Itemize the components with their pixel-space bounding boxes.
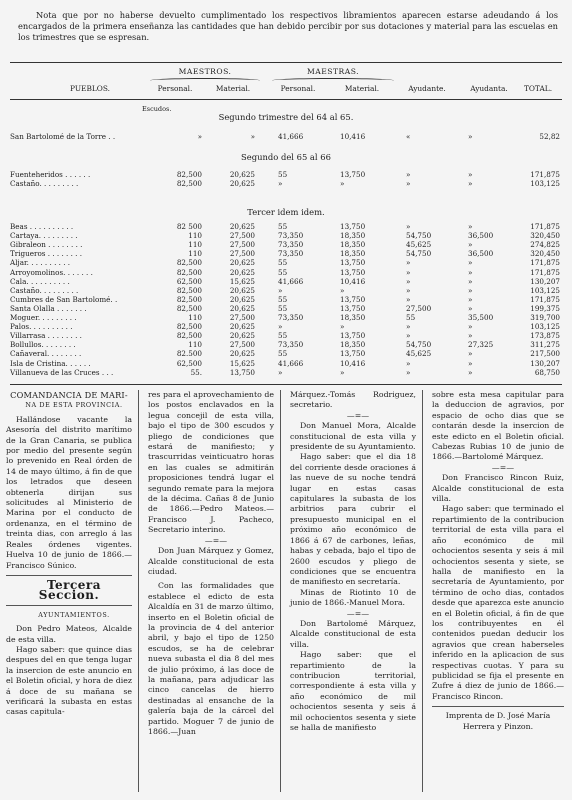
table-row bbox=[10, 349, 562, 358]
amount-cell: » bbox=[278, 285, 283, 295]
amount-cell: » bbox=[340, 179, 345, 189]
separator: —=— bbox=[491, 462, 515, 472]
amount-cell: 15,625 bbox=[229, 276, 255, 286]
amount-cell: 130,207 bbox=[530, 358, 560, 368]
amount-cell: 171,875 bbox=[530, 222, 560, 231]
amount-cell: 82,500 bbox=[176, 258, 202, 268]
maestros-brace bbox=[150, 78, 260, 83]
amount-cell: » bbox=[468, 303, 473, 313]
amount-cell: 13,750 bbox=[340, 303, 366, 313]
town-name: Castaño. . . . . . . . . bbox=[10, 285, 79, 295]
town-name: Moguer. . . . . . . . . bbox=[10, 313, 77, 322]
amount-cell: » bbox=[468, 349, 473, 359]
amount-cell: » bbox=[406, 285, 411, 295]
amount-cell: 110 bbox=[188, 313, 202, 322]
table-row bbox=[10, 249, 562, 258]
amount-cell: 82,500 bbox=[176, 170, 202, 179]
col-head-personal: Personal. bbox=[157, 84, 193, 93]
amount-cell: 130,207 bbox=[530, 276, 560, 286]
amount-cell: » bbox=[406, 258, 411, 268]
amount-cell: » bbox=[406, 276, 411, 286]
amount-cell: 82,500 bbox=[176, 322, 202, 332]
amount-cell: 54,750 bbox=[406, 340, 432, 350]
table-row bbox=[10, 340, 562, 349]
amount-cell: » bbox=[468, 276, 473, 286]
notice-cabezas-title: Don Bartolomé Márquez, Alcalde constitucional de esta villa. bbox=[290, 618, 416, 649]
amount-cell: 217,500 bbox=[530, 349, 560, 359]
amount-cell: » bbox=[340, 285, 345, 295]
amount-cell: » bbox=[406, 367, 411, 377]
amount-cell: 54,750 bbox=[406, 249, 432, 259]
section-heading-1: Segundo trimestre del 64 al 65. bbox=[218, 112, 354, 122]
amount-cell: 171,875 bbox=[530, 267, 560, 277]
amount-cell: 73,350 bbox=[278, 231, 304, 241]
col-head-personal-2: Personal. bbox=[280, 84, 316, 93]
table-row bbox=[10, 295, 562, 304]
group-head-maestros bbox=[150, 67, 260, 83]
amount-cell: 73,350 bbox=[278, 313, 304, 322]
table-row bbox=[10, 277, 562, 286]
amount-cell: 10,416 bbox=[340, 132, 366, 141]
amount-cell: » bbox=[278, 179, 283, 189]
notice-moguer-title: Don Juan Márquez y Gomez, Alcalde constitucional de esta ciudad. bbox=[148, 546, 274, 576]
town-name: Cala. . . . . . . . . . bbox=[10, 276, 70, 286]
amount-cell: 27,500 bbox=[229, 313, 255, 322]
amount-cell: 20,625 bbox=[229, 285, 255, 295]
amount-cell: 311,275 bbox=[530, 340, 560, 350]
amount-cell: 82.500 bbox=[176, 349, 202, 359]
notice-zufre-body: Hago saber: que terminado el repartimiento de la contribucion territorial de esta villa para el año económico de mil ochocientos sesenta y seis á mil ochocientos sesenta y siete, se halla de manifiesto en la secretaría de Ayuntamiento, por término de ocho dias, contados desde que aparezca este anuncio en el Boletin oficial, á fin de que los contribuyentes en él contenidos puedan deducir los agravios que crean haberseles inferido en la aplicacion de sus respectivas cuotas. Y para su publicidad se fija el presente en Zufre á diez de junio de 1866.—Francisco Rincon. bbox=[432, 504, 564, 701]
table-bottom-rule bbox=[10, 384, 562, 385]
town-name: Cañaveral. . . . . . . . bbox=[10, 349, 82, 359]
amount-cell: » bbox=[468, 331, 473, 341]
amount-cell: » bbox=[468, 358, 473, 368]
amount-cell: 199,375 bbox=[530, 303, 560, 313]
amount-cell: » bbox=[278, 367, 283, 377]
separator: —=— bbox=[346, 608, 370, 618]
separator: —=— bbox=[204, 535, 228, 545]
notice-cabezas-cont: sobre esta mesa capitular para la deduccion de agravios, por espacio de ocho dias que se contarán desde la insercion de este edicto en el Boletin oficial. Cabezas Rubias 10 de junio de 1866.—Bartolomé Márquez. bbox=[432, 390, 564, 462]
amount-cell: 20,625 bbox=[229, 267, 255, 277]
amount-cell: 103,125 bbox=[530, 322, 560, 332]
amount-cell: » bbox=[406, 222, 411, 231]
amount-cell: » bbox=[197, 132, 202, 141]
amount-cell: » bbox=[468, 222, 473, 231]
amount-cell: 13,750 bbox=[340, 222, 366, 231]
amount-cell: 171,875 bbox=[530, 170, 560, 179]
amount-cell: 55 bbox=[278, 258, 288, 268]
town-name: Fuenteheridos . . . . . . bbox=[10, 170, 91, 179]
amount-cell: 171,875 bbox=[530, 294, 560, 304]
amount-cell: 68,750 bbox=[534, 367, 560, 377]
amount-cell: » bbox=[340, 322, 345, 332]
amount-cell: 110 bbox=[188, 231, 202, 241]
amount-cell: » bbox=[406, 267, 411, 277]
amount-cell: 18,350 bbox=[340, 313, 366, 322]
amount-cell: 13,750 bbox=[340, 331, 366, 341]
comandancia-notice: Hallándose vacante la Asesoría del distrito marítimo de la Gran Canaria, se publica por medio del presente según lo prevenido en Real órden de 14 de mayo último, á fin de que los letrados que deseen obtenerla dirijan sus solicitudes al Ministerio de Marina por el conducto de ordenanza, en el término de treinta dias, con arreglo á las Reales órdenes vigentes. Huelva 10 de junio de 1866.—Francisco Súnico. bbox=[6, 414, 132, 570]
text-column-3 bbox=[290, 390, 416, 733]
col-head-ayudanta: Ayudanta. bbox=[470, 84, 508, 93]
amount-cell: 20,625 bbox=[229, 258, 255, 268]
amount-cell: » bbox=[468, 294, 473, 304]
notice-riotinto-title: Don Manuel Mora, Alcalde constitucional de esta villa y presidente de su Ayuntamiento. bbox=[290, 421, 416, 452]
town-name: Cumbres de San Bartolomé. . bbox=[10, 294, 118, 304]
amount-cell: 27,500 bbox=[229, 249, 255, 259]
amount-cell: » bbox=[468, 285, 473, 295]
amount-cell: 13,750 bbox=[340, 258, 366, 268]
amount-cell: 27,500 bbox=[406, 303, 432, 313]
column-rule bbox=[422, 390, 423, 792]
text-column-4 bbox=[432, 390, 564, 732]
comandancia-subheading: NA DE ESTA PROVINCIA. bbox=[25, 401, 123, 410]
amount-cell: 274,825 bbox=[530, 240, 560, 250]
table-top-rule bbox=[10, 62, 562, 63]
amount-cell: 110 bbox=[188, 240, 202, 250]
col-head-total: TOTAL. bbox=[523, 84, 553, 93]
amount-cell: 41,666 bbox=[278, 358, 304, 368]
amount-cell: 13,750 bbox=[340, 170, 366, 179]
column-rule bbox=[280, 390, 281, 792]
town-name: Santa Olalla . . . . . . . bbox=[10, 303, 87, 313]
amount-cell: 27,325 bbox=[468, 340, 494, 350]
amount-cell: 20,625 bbox=[229, 303, 255, 313]
amount-cell: 20,625 bbox=[229, 222, 255, 231]
amount-cell: 82,500 bbox=[176, 294, 202, 304]
amount-cell: 320,450 bbox=[530, 231, 560, 241]
town-name: Beas . . . . . . . . . . bbox=[10, 222, 74, 231]
amount-cell: 18,350 bbox=[340, 240, 366, 250]
amount-cell: 20,625 bbox=[229, 349, 255, 359]
amount-cell: » bbox=[406, 331, 411, 341]
amount-cell: 55 bbox=[278, 303, 288, 313]
amount-cell: 20,625 bbox=[229, 322, 255, 332]
tercera-seccion-title: Tercera Seccion. bbox=[38, 577, 102, 603]
section-heading-2: Segundo del 65 al 66 bbox=[241, 152, 331, 162]
table-row bbox=[10, 359, 562, 368]
amount-cell: 82,500 bbox=[176, 179, 202, 189]
amount-cell: » bbox=[406, 179, 411, 189]
amount-cell: 103,125 bbox=[530, 179, 560, 189]
amount-cell: » bbox=[340, 367, 345, 377]
amount-cell: 45,625 bbox=[406, 349, 432, 359]
amount-cell: 18,350 bbox=[340, 249, 366, 259]
amount-cell: 15,625 bbox=[229, 358, 255, 368]
col-head-material: Material. bbox=[215, 84, 251, 93]
separator: —=— bbox=[346, 410, 370, 420]
col-head-ayudante: Ayudante. bbox=[408, 84, 446, 93]
amount-cell: 320,450 bbox=[530, 249, 560, 259]
amount-cell: 52,82 bbox=[539, 132, 560, 141]
amount-cell: 36,500 bbox=[468, 249, 494, 259]
amount-cell: 10,416 bbox=[340, 276, 366, 286]
amount-cell: » bbox=[468, 367, 473, 377]
amount-cell: 20,625 bbox=[229, 170, 255, 179]
notice-cabezas-body: Hago saber: que el repartimiento de la contribucion territorial, correspondiente á esta villa y año económico de mil ochocientos sesenta y seis á mil ochocientos sesenta y siete se halla de manifiesto bbox=[290, 650, 416, 732]
amount-cell: » bbox=[468, 170, 473, 179]
amount-cell: 13,750 bbox=[340, 267, 366, 277]
text-column-1 bbox=[6, 390, 132, 718]
amount-cell: 18,350 bbox=[340, 231, 366, 241]
notice-zufre-title: Don Francisco Rincon Ruiz, Alcalde constitucional de esta villa. bbox=[432, 473, 564, 504]
amount-cell: 82,500 bbox=[176, 331, 202, 341]
col-head-pueblos: PUEBLOS. bbox=[69, 84, 110, 93]
divider bbox=[6, 605, 132, 606]
amount-cell: 82,500 bbox=[176, 285, 202, 295]
table-row bbox=[10, 368, 562, 377]
amount-cell: 110 bbox=[188, 340, 202, 350]
amount-cell: » bbox=[468, 322, 473, 332]
amount-cell: 41,666 bbox=[278, 132, 304, 141]
amount-cell: 171,875 bbox=[530, 258, 560, 268]
amount-cell: » bbox=[278, 322, 283, 332]
amount-cell: 20,625 bbox=[229, 331, 255, 341]
amount-cell: 103,125 bbox=[530, 285, 560, 295]
amount-cell: » bbox=[406, 358, 411, 368]
amount-cell: 35,500 bbox=[468, 313, 494, 322]
town-name: Trigueros . . . . . . . . bbox=[10, 249, 83, 259]
amount-cell: 41,666 bbox=[278, 276, 304, 286]
table-row bbox=[10, 132, 562, 141]
amount-cell: » bbox=[250, 132, 255, 141]
town-name: Villanueva de las Cruces . . . bbox=[10, 367, 114, 377]
amount-cell: 20,625 bbox=[229, 294, 255, 304]
table-row bbox=[10, 322, 562, 331]
amount-cell: » bbox=[406, 170, 411, 179]
amount-cell: » bbox=[468, 179, 473, 189]
section-heading-3: Tercer idem idem. bbox=[247, 207, 325, 217]
amount-cell: 55 bbox=[278, 331, 288, 341]
amount-cell: » bbox=[468, 267, 473, 277]
amount-cell: 36,500 bbox=[468, 231, 494, 241]
column-rule bbox=[138, 390, 139, 792]
amount-cell: 27,500 bbox=[229, 340, 255, 350]
table-row bbox=[10, 286, 562, 295]
units-label: Escudos. bbox=[142, 105, 172, 113]
town-name: Isla de Cristina. . . . . . bbox=[10, 358, 91, 368]
amount-cell: 73,350 bbox=[278, 249, 304, 259]
amount-cell: 73,350 bbox=[278, 240, 304, 250]
printer-imprint: Imprenta de D. José María Herrera y Pinzon. bbox=[445, 711, 551, 731]
amount-cell: 13,750 bbox=[340, 294, 366, 304]
amount-cell: 55 bbox=[406, 313, 416, 322]
table-row bbox=[10, 222, 562, 231]
amount-cell: 173,875 bbox=[530, 331, 560, 341]
comandancia-heading: COMANDANCIA DE MARI- bbox=[10, 390, 128, 400]
amount-cell: 82 500 bbox=[176, 222, 202, 231]
amount-cell: 62,500 bbox=[176, 276, 202, 286]
amount-cell: » bbox=[406, 322, 411, 332]
amount-cell: » bbox=[468, 240, 473, 250]
amount-cell: 73,350 bbox=[278, 340, 304, 350]
divider bbox=[6, 575, 132, 576]
amount-cell: 13,750 bbox=[340, 349, 366, 359]
amount-cell: 27,500 bbox=[229, 240, 255, 250]
amount-cell: 319,700 bbox=[530, 313, 560, 322]
town-name: Villarrasa . . . . . . . . bbox=[10, 331, 82, 341]
amount-cell: 18,350 bbox=[340, 340, 366, 350]
col-head-material-2: Material. bbox=[344, 84, 380, 93]
table-row bbox=[10, 179, 562, 188]
table-row bbox=[10, 170, 562, 179]
amount-cell: 54,750 bbox=[406, 231, 432, 241]
intro-note: Nota que por no haberse devuelto cumplimentado los respectivos libramientos aparecen estarse adeudando á los encargados de la primera enseñanza las cantidades que han debido percibir por sus dotaciones y material para las escuelas en los trimestres que se espresan. bbox=[18, 10, 558, 42]
table-row bbox=[10, 304, 562, 313]
amount-cell: » bbox=[406, 294, 411, 304]
amount-cell: 55 bbox=[278, 349, 288, 359]
notice-canas-body: Hago saber: que quince dias despues del en que tenga lugar la insercion de este anuncio en el Boletin oficial, y hora de diez á doce de su mañana se verificará la subasta en estas casas capitula- bbox=[6, 644, 132, 717]
table-row bbox=[10, 268, 562, 277]
amount-cell: » bbox=[468, 132, 473, 141]
amount-cell: 13,750 bbox=[229, 367, 255, 377]
table-row bbox=[10, 313, 562, 322]
amount-cell: 82,500 bbox=[176, 267, 202, 277]
text-column-2 bbox=[148, 390, 274, 737]
amount-cell: « bbox=[406, 132, 411, 141]
table-row bbox=[10, 258, 562, 267]
amount-cell: 110 bbox=[188, 249, 202, 259]
town-name: Aljar. . . . . . . . . . bbox=[10, 258, 71, 268]
notice-riotinto-sign: Minas de Riotinto 10 de junio de 1866.-Manuel Mora. bbox=[290, 587, 416, 608]
table-header-rule bbox=[10, 99, 562, 100]
amount-cell: 55 bbox=[278, 170, 288, 179]
ayuntamientos-heading: AYUNTAMIENTOS. bbox=[38, 610, 110, 619]
town-name: Palos. . . . . . . . . . bbox=[10, 322, 73, 332]
divider bbox=[432, 706, 564, 707]
amount-cell: » bbox=[468, 258, 473, 268]
maestras-label: MAESTRAS. bbox=[306, 67, 360, 76]
table-row bbox=[10, 331, 562, 340]
town-name: Gibraleon . . . . . . . . bbox=[10, 240, 83, 250]
amount-cell: 55. bbox=[190, 367, 202, 377]
amount-cell: 82,500 bbox=[176, 303, 202, 313]
notice-canas-title: Don Pedro Mateos, Alcalde de esta villa. bbox=[6, 624, 132, 644]
notice-canas-cont: res para el aprovechamiento de los postos enclavados en la legua concejil de esta villa, bajo el tipo de 300 escudos y pliego de condiciones que estará de manifiesto; y trascurridas veinticuatro horas en las cuales se admitirán proposiciones tendrá lugar el segundo remate para la mejora de la décima. Cañas 8 de Junio de 1866.—Pedro Mateos.—Francisco J. Pacheco, Secretario interino. bbox=[148, 390, 274, 535]
group-head-maestras bbox=[272, 67, 394, 83]
town-name: Bollullos. . . . . . . . bbox=[10, 340, 76, 350]
amount-cell: 20,625 bbox=[229, 179, 255, 189]
amount-cell: 62,500 bbox=[176, 358, 202, 368]
maestros-label: MAESTROS. bbox=[178, 67, 232, 76]
maestras-brace bbox=[272, 78, 394, 83]
town-name: San Bartolomé de la Torre . . bbox=[10, 132, 116, 141]
town-name: Cartaya. . . . . . . . . bbox=[10, 231, 78, 241]
notice-moguer-body: Con las formalidades que establece el edicto de esta Alcaldía en 31 de marzo último, inserto en el Boletin oficial de la provincia de 4 del anterior abril, y bajo el tipo de 1250 escudos, se ha de celebrar nueva subasta el dia 8 del mes de julio próximo, á las doce de la mañana, para adjudicar las cinco cancelas de hierro destinadas al ensanche de la galería baja de la cárcel del partido. Moguer 7 de junio de 1866.—Juan bbox=[148, 581, 274, 736]
amount-cell: 10,416 bbox=[340, 358, 366, 368]
town-name: Castaño. . . . . . . . . bbox=[10, 179, 79, 189]
amount-cell: 55 bbox=[278, 294, 288, 304]
notice-moguer-signature: Márquez.-Tomás Rodriguez, secretario. bbox=[290, 390, 416, 410]
table-row bbox=[10, 240, 562, 249]
table-row bbox=[10, 231, 562, 240]
town-name: Arroyomolinos. . . . . . . bbox=[10, 267, 93, 277]
notice-riotinto-body: Hago saber: que el dia 18 del corriente desde oraciones á las nueve de su noche tendrá lugar en estas casas capitulares la subasta de los arbitrios para cubrir el presupuesto municipal en el próximo año económico de 1866 á 67 de carbones, leñas, habas y cebada, bajo el tipo de 2600 escudos y pliego de condiciones que se encuentra de manifiesto en secretaría. bbox=[290, 452, 416, 587]
amount-cell: 55 bbox=[278, 267, 288, 277]
amount-cell: 55 bbox=[278, 222, 288, 231]
amount-cell: 27,500 bbox=[229, 231, 255, 241]
amount-cell: 45,625 bbox=[406, 240, 432, 250]
